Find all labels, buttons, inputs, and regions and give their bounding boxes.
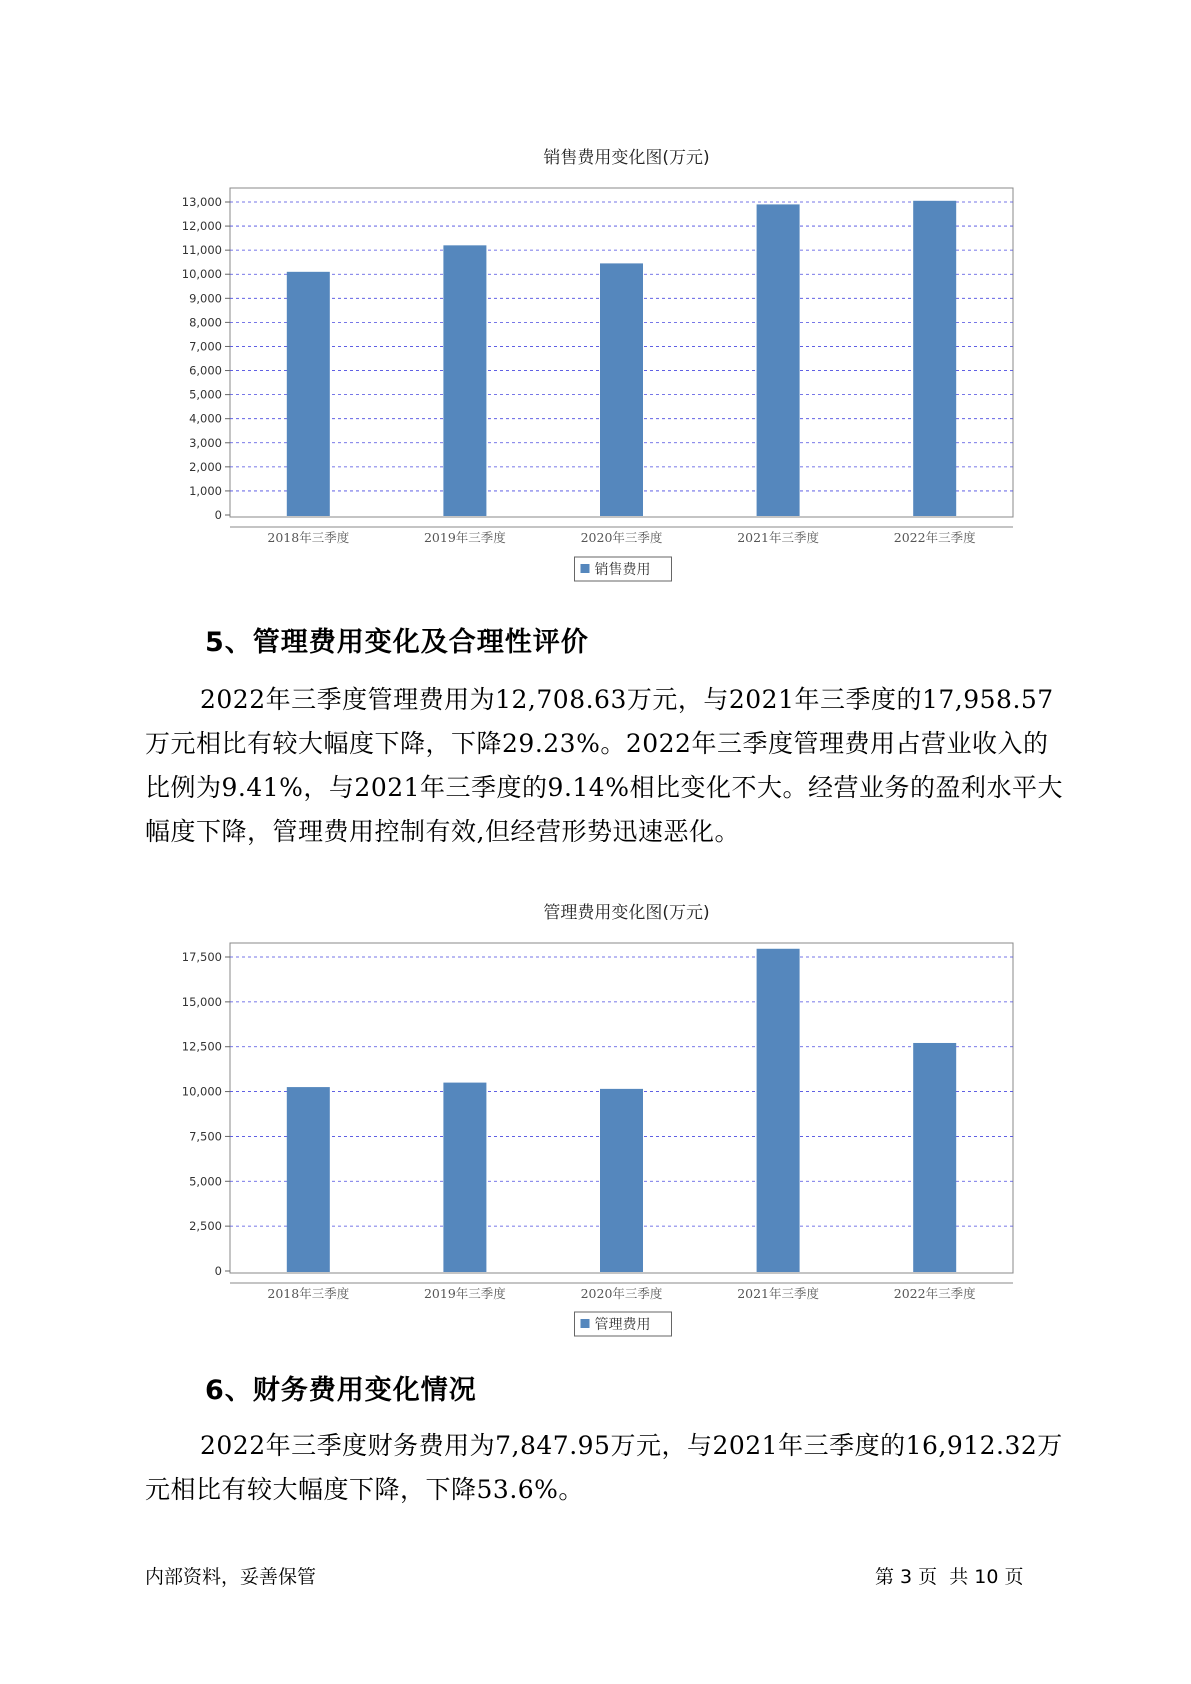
y-tick-label: 7,000 [189,339,222,354]
y-tick-label: 15,000 [181,994,222,1009]
y-tick-label: 7,500 [189,1129,222,1144]
y-tick-label: 2,500 [189,1219,222,1234]
y-tick-label: 5,000 [189,387,222,402]
legend-swatch [581,1319,590,1328]
x-tick-label: 2019年三季度 [423,530,506,545]
y-tick-label: 3,000 [189,435,222,450]
x-tick-label: 2018年三季度 [267,1286,350,1301]
y-tick-label: 12,500 [181,1039,222,1054]
y-tick-label: 10,000 [181,267,222,282]
x-tick-label: 2022年三季度 [893,530,976,545]
y-tick-label: 10,000 [181,1084,222,1099]
x-tick-label: 2020年三季度 [580,1286,663,1301]
x-tick-label: 2022年三季度 [893,1286,976,1301]
x-tick-label: 2018年三季度 [267,530,350,545]
x-tick-label: 2021年三季度 [737,530,820,545]
chart-title: 销售费用变化图(万元) [543,148,710,168]
y-tick-label: 12,000 [181,219,222,234]
y-tick-label: 5,000 [189,1174,222,1189]
legend-label: 管理费用 [594,1317,651,1333]
bar [287,1087,330,1272]
bar [913,1043,956,1272]
y-tick-label: 9,000 [189,291,222,306]
chart-title: 管理费用变化图(万元) [543,903,710,923]
y-tick-label: 4,000 [189,411,222,426]
section-6-text: 2022年三季度财务费用为7,847.95万元，与2021年三季度的16,912.32万元相比有较大幅度下降，下降53.6%。 [145,1431,1063,1504]
y-tick-label: 0 [214,508,222,522]
bar [600,1089,643,1272]
legend-label: 销售费用 [594,562,651,578]
y-tick-label: 13,000 [181,195,222,209]
y-tick-label: 1,000 [189,483,222,498]
x-tick-label: 2021年三季度 [737,1286,820,1301]
x-tick-label: 2020年三季度 [580,530,663,545]
bar [757,949,800,1272]
y-tick-label: 0 [214,1264,222,1278]
y-tick-label: 17,500 [181,950,222,964]
footer-left: 内部资料，妥善保管 [145,1566,317,1588]
x-tick-label: 2019年三季度 [423,1286,506,1301]
bar [443,1083,486,1272]
section-5-text: 2022年三季度管理费用为12,708.63万元，与2021年三季度的17,958.57万元相比有较大幅度下降，下降29.23%。2022年三季度管理费用占营业收入的比例为9.41%，与2021年三季度的9.14%相比变化不大。经营业务的盈利水平大幅度下降，管理费用控制有效,但经营形势迅速恶化。 [145,685,1063,846]
section-6-paragraph [145,1424,1065,1512]
y-tick-label: 8,000 [189,315,222,330]
footer-right: 第 3 页 共 10 页 [875,1566,1024,1588]
section-6-heading: 6、财务费用变化情况 [205,1375,477,1406]
y-tick-label: 11,000 [181,243,222,258]
y-tick-label: 2,000 [189,459,222,474]
y-tick-label: 6,000 [189,363,222,378]
section-5-heading: 5、管理费用变化及合理性评价 [205,627,589,658]
